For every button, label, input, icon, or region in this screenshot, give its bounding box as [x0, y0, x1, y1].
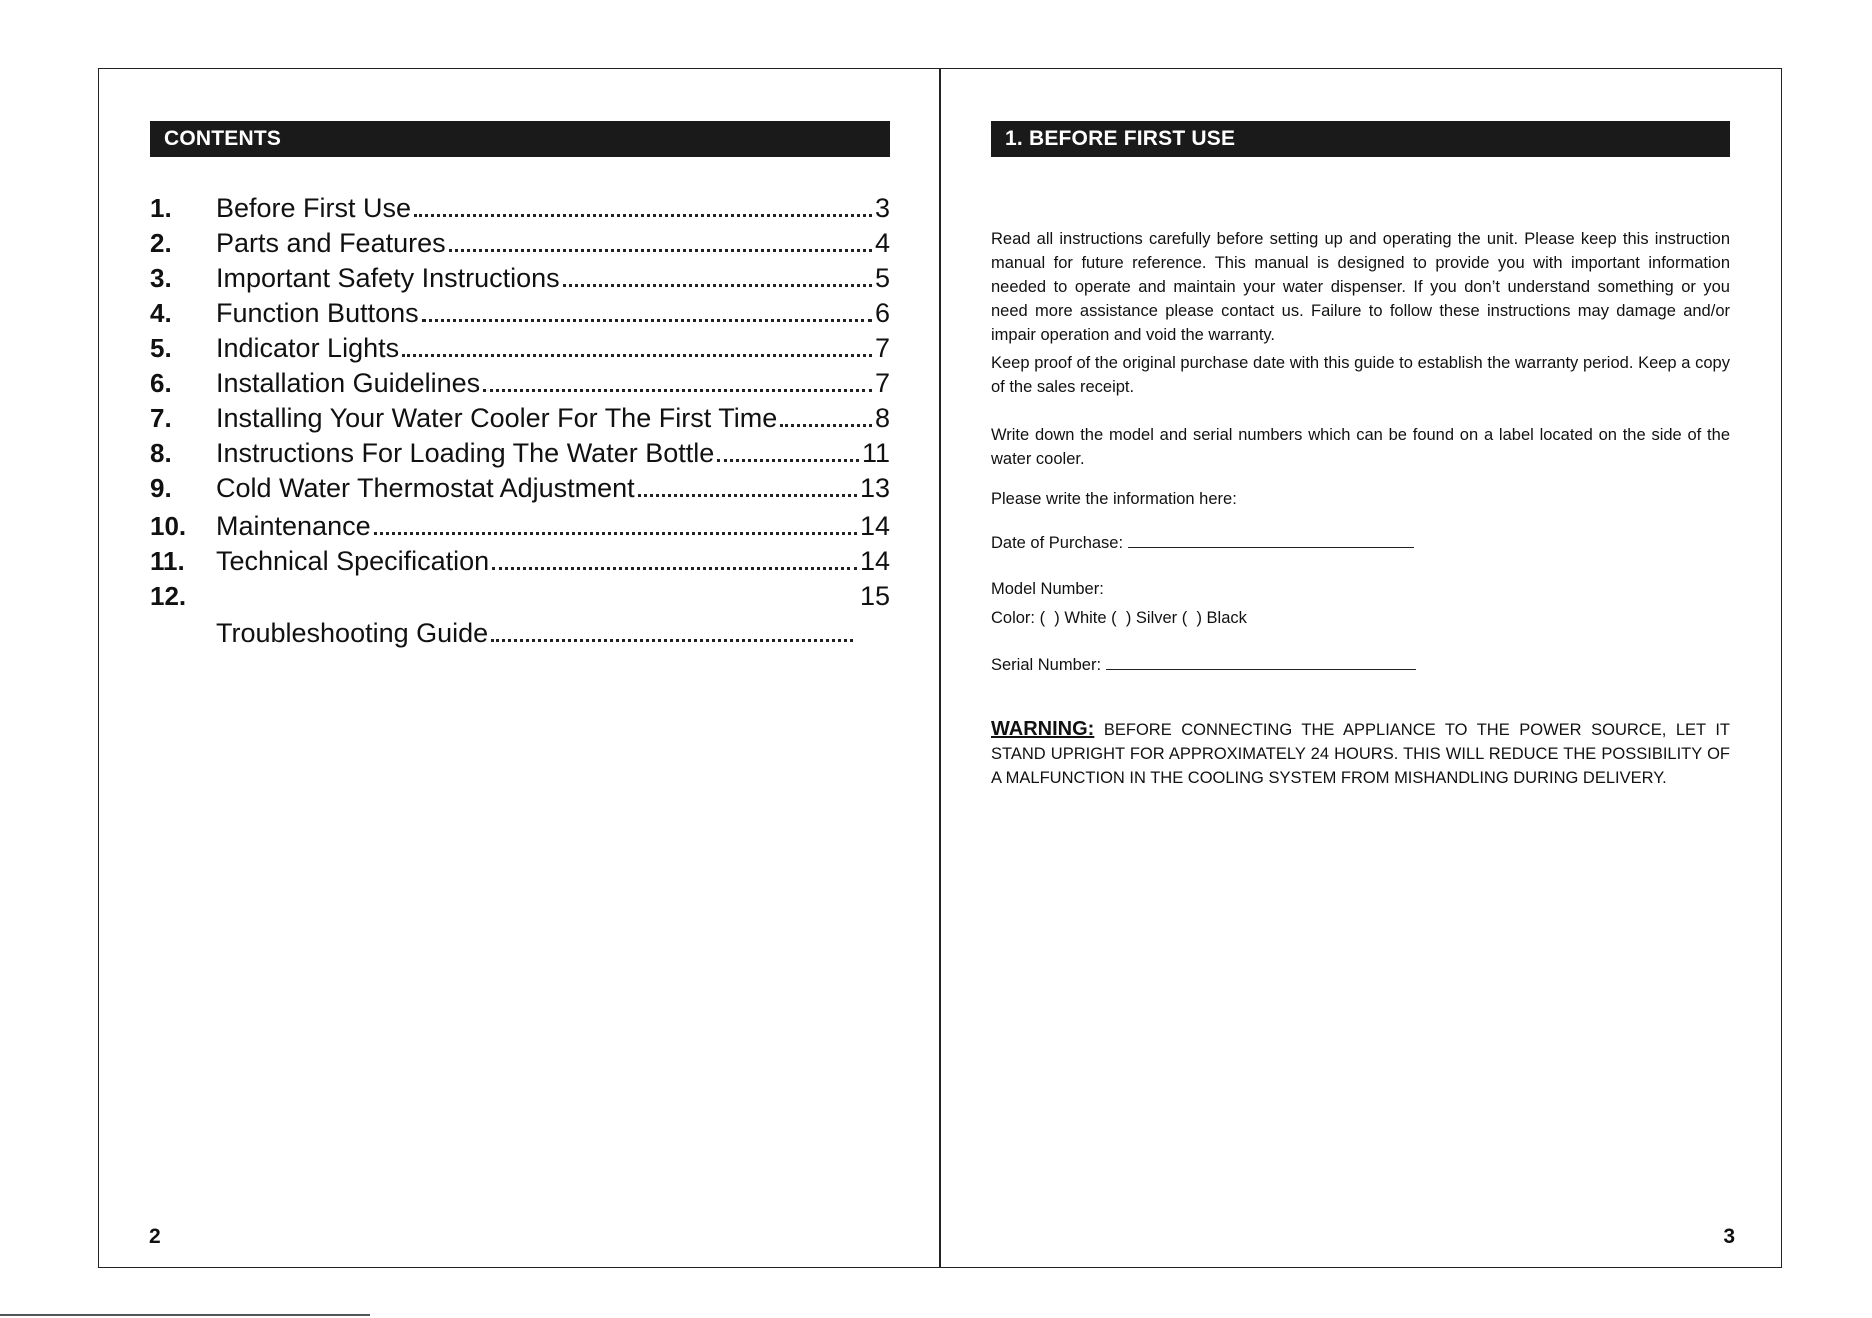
color-option-silver: Silver	[1135, 609, 1178, 627]
toc-title: Maintenance	[216, 511, 371, 541]
dot-leader	[374, 532, 857, 535]
dot-leader	[638, 494, 857, 497]
serial-paragraph-block	[991, 423, 1730, 471]
before-first-use-page	[941, 69, 1783, 1267]
toc-number: 8.	[150, 438, 172, 468]
toc-title: Cold Water Thermostat Adjustment	[216, 473, 635, 503]
warning-label: WARNING:	[991, 718, 1095, 740]
toc-title: Before First Use	[216, 193, 412, 223]
toc-page-number: 4	[874, 228, 890, 258]
toc-title: Indicator Lights	[216, 333, 400, 363]
toc-title: Installing Your Water Cooler For The First Time	[216, 403, 778, 433]
color-option-white: White	[1064, 609, 1107, 627]
toc-entry-continuation[interactable]	[216, 618, 856, 654]
toc-page-number: 14	[859, 511, 890, 541]
toc-number: 7.	[150, 403, 172, 433]
toc-entry[interactable]	[150, 193, 890, 228]
date-of-purchase-label: Date of Purchase:	[991, 534, 1124, 552]
contents-page	[99, 69, 939, 1267]
serial-number-field[interactable]	[1106, 655, 1416, 670]
toc-entry[interactable]	[150, 333, 890, 368]
toc-number: 12.	[150, 581, 187, 611]
color-option-black: Black	[1206, 609, 1247, 627]
dot-leader	[449, 249, 872, 252]
serial-number-label: Serial Number:	[991, 656, 1102, 674]
toc-page-number: 3	[874, 193, 890, 223]
color-checkbox-black[interactable]: ( )	[1181, 609, 1202, 627]
serial-paragraph: Write down the model and serial numbers which can be found on a label located on the side of the water cooler.	[991, 426, 1730, 468]
purchase-date-line	[991, 531, 1730, 555]
toc-page-number: 5	[874, 263, 890, 293]
receipt-paragraph: Keep proof of the original purchase date with this guide to establish the warranty period. Keep a copy of the sales receipt.	[991, 354, 1730, 396]
toc-entry[interactable]	[150, 263, 890, 298]
toc-number: 9.	[150, 473, 172, 503]
toc-title: Troubleshooting Guide	[216, 618, 489, 648]
toc-entry[interactable]	[150, 368, 890, 403]
toc-number: 11.	[150, 546, 185, 576]
receipt-paragraph-block	[991, 351, 1730, 399]
toc-title: Installation Guidelines	[216, 368, 481, 398]
toc-number: 4.	[150, 298, 172, 328]
toc-number: 3.	[150, 263, 172, 293]
dot-leader	[780, 424, 872, 427]
toc-page-number: 8	[874, 403, 890, 433]
info-prompt: Please write the information here:	[991, 490, 1237, 508]
color-checkbox-white[interactable]: ( )	[1039, 609, 1060, 627]
toc-page-number: 15	[859, 581, 890, 611]
serial-number-line	[991, 653, 1730, 677]
toc-page-number: 6	[874, 298, 890, 328]
color-line	[991, 606, 1730, 630]
toc-number: 6.	[150, 368, 172, 398]
toc-title: Instructions For Loading The Water Bottle	[216, 438, 715, 468]
toc-page-number: 13	[859, 473, 890, 503]
dot-leader	[422, 319, 872, 322]
toc-entry[interactable]	[150, 403, 890, 438]
intro-paragraph: Read all instructions carefully before setting up and operating the unit. Please keep this instruction manual for future reference. This manual is designed to provide you with important information needed to operate and maintain your water dispenser. If you don’t understand something or you need more assistance please contact us. Failure to follow these instructions may damage and/or impair operation and void the warranty.	[991, 230, 1730, 344]
toc-entry[interactable]	[150, 511, 890, 546]
prompt-block	[991, 487, 1730, 511]
toc-entry[interactable]	[150, 298, 890, 333]
warning-text: BEFORE CONNECTING THE APPLIANCE TO THE POWER SOURCE, LET IT STAND UPRIGHT FOR APPROXIMATELY 24 HOURS. THIS WILL REDUCE THE POSSIBILITY OF A MALFUNCTION IN THE COOLING SYSTEM FROM MISHANDLING DURING DELIVERY.	[991, 721, 1730, 787]
bottom-rule	[0, 1314, 370, 1316]
model-number-line	[991, 577, 1730, 601]
toc-entry[interactable]	[150, 438, 890, 473]
toc-page-number: 7	[874, 333, 890, 363]
toc-number: 2.	[150, 228, 172, 258]
page-number: 2	[149, 1225, 161, 1248]
dot-leader	[492, 567, 857, 570]
dot-leader	[491, 639, 853, 642]
toc-title: Important Safety Instructions	[216, 263, 560, 293]
color-label: Color:	[991, 609, 1036, 627]
toc-number: 10.	[150, 511, 187, 541]
dot-leader	[414, 214, 872, 217]
toc-entry[interactable]	[150, 546, 890, 581]
table-of-contents	[150, 193, 890, 654]
toc-number: 1.	[150, 193, 172, 223]
dot-leader	[717, 459, 859, 462]
date-of-purchase-field[interactable]	[1128, 533, 1414, 548]
toc-page-number: 14	[859, 546, 890, 576]
manual-spread	[98, 68, 1782, 1268]
intro-paragraph-block	[991, 227, 1730, 347]
toc-entry[interactable]	[150, 473, 890, 511]
dot-leader	[402, 354, 872, 357]
toc-title: Technical Specification	[216, 546, 490, 576]
model-number-label: Model Number:	[991, 580, 1104, 598]
dot-leader	[483, 389, 872, 392]
contents-banner: CONTENTS	[150, 121, 890, 157]
toc-title: Function Buttons	[216, 298, 419, 328]
toc-page-number: 7	[874, 368, 890, 398]
toc-entry[interactable]	[150, 581, 890, 616]
toc-page-number: 11	[861, 438, 890, 468]
section-banner: 1. BEFORE FIRST USE	[991, 121, 1730, 157]
warning-block	[991, 717, 1730, 790]
dot-leader	[563, 284, 872, 287]
toc-entry[interactable]	[150, 228, 890, 263]
toc-number: 5.	[150, 333, 172, 363]
toc-title: Parts and Features	[216, 228, 446, 258]
page-number: 3	[1723, 1225, 1735, 1248]
color-checkbox-silver[interactable]: ( )	[1111, 609, 1132, 627]
